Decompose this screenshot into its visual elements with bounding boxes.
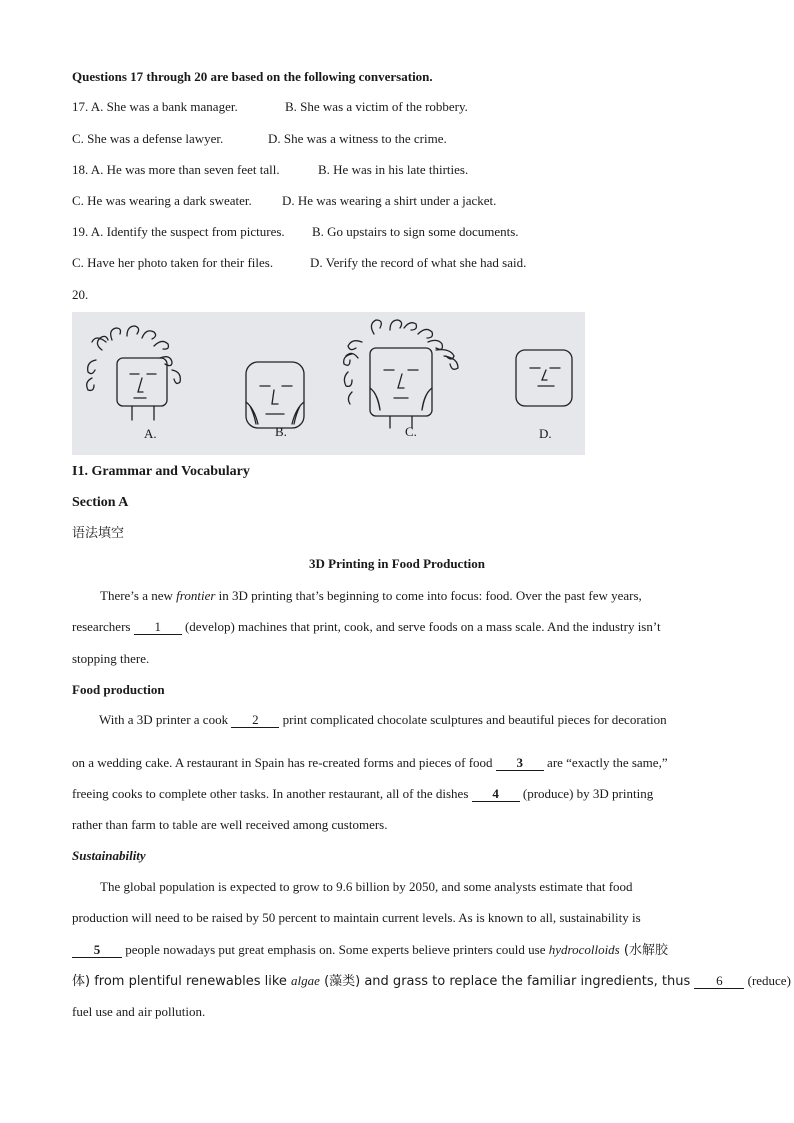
- section-a-heading: Section A: [72, 495, 129, 510]
- section-cn-label: 语法填空: [72, 526, 125, 541]
- q18-option-c: C. He was wearing a dark sweater.: [72, 193, 252, 208]
- q20-number: 20.: [72, 287, 89, 302]
- q18-option-d: D. He was wearing a shirt under a jacket.: [282, 193, 497, 208]
- p3-line-4: 体) from plentiful renewables like algae (藻类) and grass to replace the familiar ingredients, thus 6 (reduce): [72, 973, 791, 989]
- hydrocolloids-word: hydrocolloids: [548, 942, 620, 957]
- face-d-drawing: [516, 350, 572, 406]
- q20-picture: [72, 312, 585, 455]
- blank-1[interactable]: 1: [134, 620, 182, 635]
- q17-option-b: B. She was a victim of the robbery.: [285, 99, 468, 114]
- q20-label-a: A.: [144, 426, 157, 441]
- p1-line-3: stopping there.: [72, 651, 150, 666]
- blank-3[interactable]: 3: [496, 756, 544, 771]
- food-production-heading: Food production: [72, 682, 165, 697]
- q19-option-c: C. Have her photo taken for their files.: [72, 255, 274, 270]
- q19-option-b: B. Go upstairs to sign some documents.: [312, 224, 519, 239]
- q20-label-c: C.: [405, 424, 417, 439]
- q17-option-d: D. She was a witness to the crime.: [268, 131, 447, 146]
- p1-line-2: researchers 1 (develop) machines that print, cook, and serve foods on a mass scale. And the industry isn’t: [72, 619, 661, 634]
- sustainability-heading: Sustainability: [72, 848, 146, 863]
- p2-line-2: on a wedding cake. A restaurant in Spain has re-created forms and pieces of food 3 are “exactly the same,”: [72, 755, 668, 770]
- q19-option-a: 19. A. Identify the suspect from pictures.: [72, 224, 285, 239]
- p2-line-3: freeing cooks to complete other tasks. In another restaurant, all of the dishes 4 (produce) by 3D printing: [72, 786, 654, 801]
- p3-line-2: production will need to be raised by 50 percent to maintain current levels. As is known to all, sustainability is: [72, 910, 641, 925]
- passage-title: 3D Printing in Food Production: [308, 556, 485, 571]
- p3-line-3: 5 people nowadays put great emphasis on. Some experts believe printers could use hydrocolloids (水解胶: [72, 941, 668, 960]
- face-c-drawing: [344, 320, 458, 428]
- section-heading: I1. Grammar and Vocabulary: [72, 464, 250, 479]
- p2-line-4: rather than farm to table are well received among customers.: [72, 817, 388, 832]
- p3-line-5: fuel use and air pollution.: [72, 1004, 206, 1019]
- q17-option-c: C. She was a defense lawyer.: [72, 131, 224, 146]
- q18-option-b: B. He was in his late thirties.: [318, 162, 469, 177]
- blank-5[interactable]: 5: [72, 943, 122, 958]
- q20-label-d: D.: [539, 426, 552, 441]
- p3-line-1: The global population is expected to grow to 9.6 billion by 2050, and some analysts estimate that food: [100, 879, 633, 894]
- q19-option-d: D. Verify the record of what she had said.: [310, 255, 527, 270]
- q18-option-a: 18. A. He was more than seven feet tall.: [72, 162, 280, 177]
- blank-4[interactable]: 4: [472, 787, 520, 802]
- frontier-word: frontier: [176, 588, 216, 603]
- blank-6[interactable]: 6: [694, 974, 744, 989]
- p2-line-1: With a 3D printer a cook 2 print complicated chocolate sculptures and beautiful pieces for decoration: [99, 712, 667, 727]
- q17-option-a: 17. A. She was a bank manager.: [72, 99, 238, 114]
- q20-label-b: B.: [275, 424, 287, 439]
- face-a-drawing: [87, 326, 181, 420]
- face-b-drawing: [246, 362, 304, 428]
- blank-2[interactable]: 2: [231, 713, 279, 728]
- algae-word: algae: [291, 973, 320, 988]
- questions-header: Questions 17 through 20 are based on the following conversation.: [72, 69, 433, 84]
- p1-line-1: There’s a new frontier in 3D printing that’s beginning to come into focus: food. Over the past few years,: [100, 588, 642, 603]
